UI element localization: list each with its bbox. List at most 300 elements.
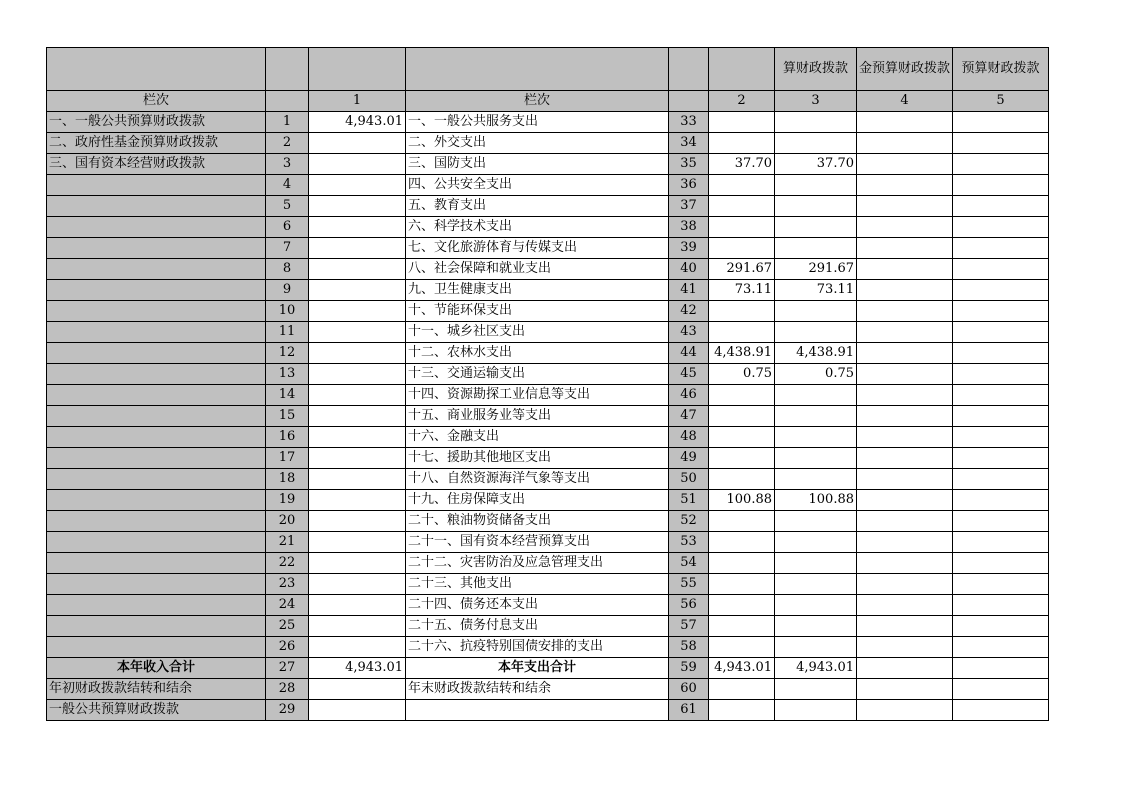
income-line-number: 16 [266, 427, 309, 448]
expense-total [709, 595, 775, 616]
expense-general-budget [775, 532, 857, 553]
income-amount [309, 553, 406, 574]
income-line-number: 3 [266, 154, 309, 175]
income-line-number: 14 [266, 385, 309, 406]
expense-fund-budget [857, 658, 953, 679]
income-item: 三、国有资本经营财政拨款 [47, 154, 266, 175]
income-line-number: 6 [266, 217, 309, 238]
expense-state-capital [953, 658, 1049, 679]
expense-total [709, 700, 775, 721]
income-amount [309, 280, 406, 301]
expense-state-capital [953, 217, 1049, 238]
expense-fund-budget [857, 301, 953, 322]
table-row [47, 154, 1049, 175]
income-item [47, 238, 266, 259]
expense-fund-budget [857, 469, 953, 490]
expense-state-capital [953, 574, 1049, 595]
expense-item: 十六、金融支出 [406, 427, 669, 448]
expense-fund-budget [857, 280, 953, 301]
table-row [47, 553, 1049, 574]
expense-total-general-budget: 4,943.01 [775, 658, 857, 679]
expense-item: 二十六、抗疫特别国债安排的支出 [406, 637, 669, 658]
expense-line-number: 44 [669, 343, 709, 364]
expense-line-number: 53 [669, 532, 709, 553]
income-total-amount: 4,943.01 [309, 658, 406, 679]
income-amount [309, 574, 406, 595]
expense-item: 十四、资源勘探工业信息等支出 [406, 385, 669, 406]
income-amount [309, 196, 406, 217]
expense-general-budget [775, 301, 857, 322]
table-row [47, 364, 1049, 385]
income-item [47, 427, 266, 448]
expense-general-budget [775, 217, 857, 238]
income-item [47, 280, 266, 301]
expense-general-budget [775, 448, 857, 469]
expense-total [709, 427, 775, 448]
income-line-number: 20 [266, 511, 309, 532]
expense-item: 十、节能环保支出 [406, 301, 669, 322]
expense-fund-budget [857, 595, 953, 616]
table-row [47, 322, 1049, 343]
table-row [47, 406, 1049, 427]
table-row [47, 385, 1049, 406]
income-amount [309, 637, 406, 658]
income-item [47, 175, 266, 196]
income-line-number: 7 [266, 238, 309, 259]
expense-item: 十一、城乡社区支出 [406, 322, 669, 343]
expense-state-capital [953, 364, 1049, 385]
header-cell [47, 48, 266, 91]
income-line-number: 1 [266, 112, 309, 133]
header-cell [669, 48, 709, 91]
expense-total [709, 637, 775, 658]
expense-item: 二十二、灾害防治及应急管理支出 [406, 553, 669, 574]
expense-item: 十二、农林水支出 [406, 343, 669, 364]
carryover-row [47, 679, 1049, 700]
expense-item: 二十、粮油物资储备支出 [406, 511, 669, 532]
expense-state-capital [953, 175, 1049, 196]
income-line-number: 15 [266, 406, 309, 427]
income-line-number: 5 [266, 196, 309, 217]
income-item [47, 259, 266, 280]
expense-fund-budget [857, 259, 953, 280]
table-row [47, 469, 1049, 490]
table-row [47, 595, 1049, 616]
table-row [47, 574, 1049, 595]
income-item [47, 553, 266, 574]
expense-state-capital [953, 133, 1049, 154]
expense-general-budget [775, 385, 857, 406]
expense-line-number: 40 [669, 259, 709, 280]
expense-state-capital [953, 406, 1049, 427]
column-number-cell [669, 91, 709, 112]
column-number-5: 5 [953, 91, 1049, 112]
header-cell [266, 48, 309, 91]
expense-total [709, 175, 775, 196]
income-amount [309, 427, 406, 448]
expense-general-budget [775, 112, 857, 133]
table-row [47, 133, 1049, 154]
expense-state-capital [953, 511, 1049, 532]
income-amount [309, 385, 406, 406]
expense-fund-budget [857, 553, 953, 574]
expense-line-number: 47 [669, 406, 709, 427]
expense-fund-budget [857, 679, 953, 700]
expense-general-budget: 0.75 [775, 364, 857, 385]
expense-general-budget: 100.88 [775, 490, 857, 511]
ending-carryover-label: 年末财政拨款结转和结余 [406, 679, 669, 700]
expense-line-number: 61 [669, 700, 709, 721]
expense-fund-budget [857, 112, 953, 133]
expense-total [709, 553, 775, 574]
totals-row [47, 658, 1049, 679]
expense-line-number: 50 [669, 469, 709, 490]
income-line-number: 4 [266, 175, 309, 196]
expense-general-budget [775, 511, 857, 532]
expense-general-budget [775, 175, 857, 196]
income-line-number: 23 [266, 574, 309, 595]
expense-line-number: 39 [669, 238, 709, 259]
income-item: 一、一般公共预算财政拨款 [47, 112, 266, 133]
income-item [47, 532, 266, 553]
expense-total: 37.70 [709, 154, 775, 175]
expense-total: 291.67 [709, 259, 775, 280]
income-amount [309, 133, 406, 154]
expense-total-label: 本年支出合计 [406, 658, 669, 679]
income-item [47, 196, 266, 217]
expense-total: 73.11 [709, 280, 775, 301]
expense-fund-budget [857, 490, 953, 511]
income-amount [309, 364, 406, 385]
expense-general-budget [775, 553, 857, 574]
expense-item: 三、国防支出 [406, 154, 669, 175]
expense-total [709, 406, 775, 427]
expense-item: 五、教育支出 [406, 196, 669, 217]
expense-item: 六、科学技术支出 [406, 217, 669, 238]
expense-state-capital [953, 553, 1049, 574]
expense-fund-budget [857, 385, 953, 406]
income-item [47, 385, 266, 406]
column-number-row [47, 91, 1049, 112]
income-amount [309, 217, 406, 238]
expense-item: 十九、住房保障支出 [406, 490, 669, 511]
expense-item: 二十五、债务付息支出 [406, 616, 669, 637]
expense-line-number: 41 [669, 280, 709, 301]
expense-total [709, 511, 775, 532]
beginning-carryover-label: 年初财政拨款结转和结余 [47, 679, 266, 700]
income-amount [309, 469, 406, 490]
expense-general-budget: 73.11 [775, 280, 857, 301]
expense-fund-budget [857, 238, 953, 259]
expense-fund-budget [857, 427, 953, 448]
income-item [47, 343, 266, 364]
expense-fund-budget [857, 448, 953, 469]
expense-line-number: 52 [669, 511, 709, 532]
table-row [47, 532, 1049, 553]
income-item [47, 616, 266, 637]
income-line-number: 27 [266, 658, 309, 679]
expense-general-budget [775, 238, 857, 259]
income-amount: 4,943.01 [309, 112, 406, 133]
income-amount [309, 448, 406, 469]
table-row [47, 511, 1049, 532]
expense-line-number: 33 [669, 112, 709, 133]
expense-item [406, 700, 669, 721]
expense-line-number: 38 [669, 217, 709, 238]
expense-state-capital [953, 322, 1049, 343]
expense-fund-budget [857, 616, 953, 637]
column-number-cell [266, 91, 309, 112]
expense-item: 二十一、国有资本经营预算支出 [406, 532, 669, 553]
expense-total: 0.75 [709, 364, 775, 385]
table-row [47, 637, 1049, 658]
expense-state-capital [953, 196, 1049, 217]
expense-line-number: 51 [669, 490, 709, 511]
column-number-1: 1 [309, 91, 406, 112]
expense-item: 十八、自然资源海洋气象等支出 [406, 469, 669, 490]
income-amount [309, 175, 406, 196]
income-amount [309, 301, 406, 322]
expense-line-number: 46 [669, 385, 709, 406]
income-line-number: 13 [266, 364, 309, 385]
expense-total: 4,438.91 [709, 343, 775, 364]
expense-state-capital [953, 679, 1049, 700]
expense-fund-budget [857, 196, 953, 217]
expense-general-budget [775, 322, 857, 343]
header-cell-col5: 预算财政拨款 [953, 48, 1049, 91]
expense-item: 七、文化旅游体育与传媒支出 [406, 238, 669, 259]
header-cell-col3: 算财政拨款 [775, 48, 857, 91]
header-row [47, 48, 1049, 91]
income-line-number: 21 [266, 532, 309, 553]
expense-state-capital [953, 532, 1049, 553]
income-amount [309, 154, 406, 175]
income-item [47, 364, 266, 385]
column-number-label: 栏次 [47, 91, 266, 112]
expense-line-number: 55 [669, 574, 709, 595]
column-number-4: 4 [857, 91, 953, 112]
expense-state-capital [953, 616, 1049, 637]
expense-total: 100.88 [709, 490, 775, 511]
income-line-number: 12 [266, 343, 309, 364]
income-line-number: 26 [266, 637, 309, 658]
income-line-number: 28 [266, 679, 309, 700]
income-line-number: 9 [266, 280, 309, 301]
income-item: 二、政府性基金预算财政拨款 [47, 133, 266, 154]
header-cell [406, 48, 669, 91]
expense-general-budget [775, 700, 857, 721]
expense-general-budget: 4,438.91 [775, 343, 857, 364]
expense-state-capital [953, 637, 1049, 658]
income-item [47, 637, 266, 658]
table-row [47, 427, 1049, 448]
expense-state-capital [953, 280, 1049, 301]
table-row [47, 259, 1049, 280]
expense-total-amount: 4,943.01 [709, 658, 775, 679]
table-row [47, 217, 1049, 238]
expense-fund-budget [857, 574, 953, 595]
expense-total [709, 469, 775, 490]
expense-line-number: 54 [669, 553, 709, 574]
expense-total [709, 112, 775, 133]
expense-fund-budget [857, 175, 953, 196]
income-item [47, 574, 266, 595]
expense-total [709, 448, 775, 469]
expense-state-capital [953, 700, 1049, 721]
header-cell [709, 48, 775, 91]
income-line-number: 11 [266, 322, 309, 343]
income-item [47, 595, 266, 616]
expense-item: 一、一般公共服务支出 [406, 112, 669, 133]
income-line-number: 24 [266, 595, 309, 616]
income-amount [309, 322, 406, 343]
expense-state-capital [953, 385, 1049, 406]
expense-line-number: 58 [669, 637, 709, 658]
expense-total [709, 385, 775, 406]
expense-fund-budget [857, 343, 953, 364]
expense-line-number: 35 [669, 154, 709, 175]
expense-line-number: 59 [669, 658, 709, 679]
column-number-3: 3 [775, 91, 857, 112]
expense-total [709, 133, 775, 154]
expense-fund-budget [857, 364, 953, 385]
expense-state-capital [953, 238, 1049, 259]
table-row [47, 238, 1049, 259]
income-amount [309, 616, 406, 637]
expense-general-budget [775, 679, 857, 700]
expense-total [709, 532, 775, 553]
expense-general-budget: 291.67 [775, 259, 857, 280]
header-cell-col4: 金预算财政拨款 [857, 48, 953, 91]
expense-line-number: 45 [669, 364, 709, 385]
table-row [47, 301, 1049, 322]
expense-state-capital [953, 595, 1049, 616]
expense-state-capital [953, 112, 1049, 133]
income-item [47, 301, 266, 322]
expense-general-budget [775, 595, 857, 616]
table-row [47, 280, 1049, 301]
expense-state-capital [953, 490, 1049, 511]
income-item [47, 448, 266, 469]
expense-total [709, 322, 775, 343]
budget-table [46, 47, 1049, 721]
expense-state-capital [953, 259, 1049, 280]
income-amount [309, 406, 406, 427]
expense-fund-budget [857, 532, 953, 553]
expense-general-budget [775, 637, 857, 658]
expense-fund-budget [857, 133, 953, 154]
expense-state-capital [953, 154, 1049, 175]
expense-total [709, 217, 775, 238]
expense-general-budget [775, 133, 857, 154]
table-row [47, 175, 1049, 196]
expense-line-number: 37 [669, 196, 709, 217]
income-line-number: 25 [266, 616, 309, 637]
expense-item: 八、社会保障和就业支出 [406, 259, 669, 280]
income-item [47, 322, 266, 343]
expense-total [709, 238, 775, 259]
expense-state-capital [953, 427, 1049, 448]
expense-item: 四、公共安全支出 [406, 175, 669, 196]
income-line-number: 22 [266, 553, 309, 574]
table-row [47, 196, 1049, 217]
expense-item: 十三、交通运输支出 [406, 364, 669, 385]
income-line-number: 17 [266, 448, 309, 469]
expense-state-capital [953, 469, 1049, 490]
income-item [47, 490, 266, 511]
income-amount [309, 511, 406, 532]
expense-fund-budget [857, 511, 953, 532]
expense-general-budget [775, 406, 857, 427]
income-line-number: 19 [266, 490, 309, 511]
income-amount [309, 595, 406, 616]
expense-total [709, 679, 775, 700]
expense-general-budget [775, 469, 857, 490]
header-cell [309, 48, 406, 91]
income-amount [309, 259, 406, 280]
expense-item: 九、卫生健康支出 [406, 280, 669, 301]
expense-fund-budget [857, 700, 953, 721]
expense-line-number: 57 [669, 616, 709, 637]
expense-total [709, 616, 775, 637]
income-total-label: 本年收入合计 [47, 658, 266, 679]
income-item [47, 406, 266, 427]
expense-fund-budget [857, 406, 953, 427]
table-row [47, 343, 1049, 364]
expense-total [709, 301, 775, 322]
income-item [47, 511, 266, 532]
expense-state-capital [953, 343, 1049, 364]
income-amount [309, 532, 406, 553]
table-row [47, 448, 1049, 469]
expense-line-number: 36 [669, 175, 709, 196]
expense-line-number: 49 [669, 448, 709, 469]
carryover-general-budget-label: 一般公共预算财政拨款 [47, 700, 266, 721]
table-row [47, 616, 1049, 637]
column-number-label: 栏次 [406, 91, 669, 112]
expense-state-capital [953, 448, 1049, 469]
expense-general-budget: 37.70 [775, 154, 857, 175]
income-line-number: 8 [266, 259, 309, 280]
income-amount [309, 679, 406, 700]
expense-line-number: 34 [669, 133, 709, 154]
expense-fund-budget [857, 322, 953, 343]
expense-item: 十七、援助其他地区支出 [406, 448, 669, 469]
expense-line-number: 42 [669, 301, 709, 322]
expense-fund-budget [857, 217, 953, 238]
income-line-number: 29 [266, 700, 309, 721]
expense-general-budget [775, 427, 857, 448]
income-line-number: 10 [266, 301, 309, 322]
expense-item: 十五、商业服务业等支出 [406, 406, 669, 427]
income-amount [309, 700, 406, 721]
income-item [47, 217, 266, 238]
income-line-number: 2 [266, 133, 309, 154]
expense-fund-budget [857, 637, 953, 658]
expense-line-number: 60 [669, 679, 709, 700]
expense-total [709, 196, 775, 217]
expense-state-capital [953, 301, 1049, 322]
table-row [47, 112, 1049, 133]
expense-total [709, 574, 775, 595]
income-item [47, 469, 266, 490]
expense-line-number: 43 [669, 322, 709, 343]
carryover-sub-row [47, 700, 1049, 721]
income-amount [309, 343, 406, 364]
income-amount [309, 238, 406, 259]
table-row [47, 490, 1049, 511]
expense-fund-budget [857, 154, 953, 175]
